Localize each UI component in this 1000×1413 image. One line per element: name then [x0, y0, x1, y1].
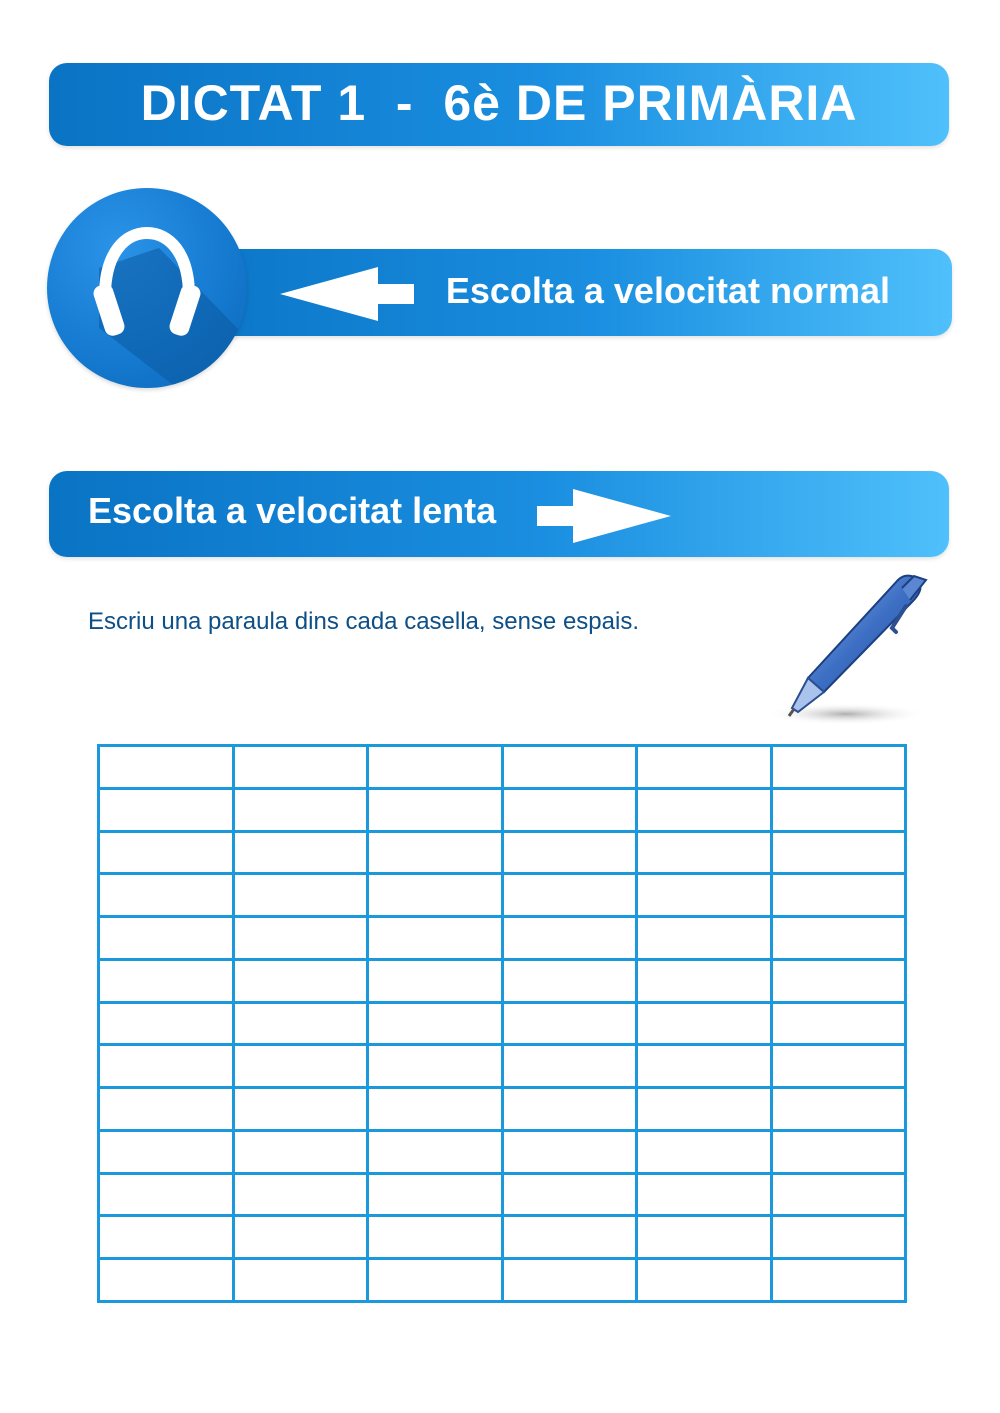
word-input[interactable] — [504, 747, 636, 787]
word-input[interactable] — [773, 790, 905, 830]
grid-cell — [233, 1088, 368, 1131]
grid-cell — [771, 1259, 906, 1302]
grid-cell — [637, 917, 772, 960]
grid-cell — [502, 746, 637, 789]
word-input[interactable] — [369, 1004, 501, 1044]
grid-cell — [368, 831, 503, 874]
grid-cell — [771, 788, 906, 831]
word-input[interactable] — [773, 1046, 905, 1086]
word-input[interactable] — [638, 1046, 770, 1086]
grid-cell — [99, 831, 234, 874]
grid-cell — [637, 831, 772, 874]
grid-row — [99, 1259, 906, 1302]
grid-cell — [233, 917, 368, 960]
word-input[interactable] — [100, 875, 232, 915]
word-input[interactable] — [638, 747, 770, 787]
grid-row — [99, 1173, 906, 1216]
word-input[interactable] — [504, 1175, 636, 1215]
grid-cell — [637, 1088, 772, 1131]
word-input[interactable] — [100, 1004, 232, 1044]
arrow-right-icon — [537, 487, 671, 545]
word-input[interactable] — [235, 790, 367, 830]
play-slow-speed-label: Escolta a velocitat lenta — [88, 490, 497, 531]
word-input[interactable] — [638, 1132, 770, 1172]
word-input[interactable] — [773, 833, 905, 873]
grid-row — [99, 746, 906, 789]
word-input[interactable] — [773, 1132, 905, 1172]
word-input[interactable] — [504, 1089, 636, 1129]
grid-row — [99, 1045, 906, 1088]
grid-cell — [771, 1216, 906, 1259]
grid-cell — [771, 917, 906, 960]
word-input[interactable] — [773, 747, 905, 787]
word-input[interactable] — [235, 1089, 367, 1129]
word-input[interactable] — [369, 1132, 501, 1172]
grid-row — [99, 1130, 906, 1173]
word-input[interactable] — [638, 1175, 770, 1215]
word-input[interactable] — [504, 1260, 636, 1300]
grid-cell — [502, 959, 637, 1002]
grid-cell — [502, 788, 637, 831]
word-input[interactable] — [638, 918, 770, 958]
word-input[interactable] — [504, 1132, 636, 1172]
word-input[interactable] — [504, 875, 636, 915]
grid-cell — [368, 788, 503, 831]
grid-cell — [637, 874, 772, 917]
play-slow-speed-button[interactable] — [49, 471, 949, 557]
grid-cell — [502, 874, 637, 917]
word-input[interactable] — [369, 1260, 501, 1300]
grid-cell — [99, 1002, 234, 1045]
word-input[interactable] — [773, 1004, 905, 1044]
grid-cell — [233, 1002, 368, 1045]
grid-cell — [233, 1173, 368, 1216]
grid-row — [99, 1088, 906, 1131]
word-input[interactable] — [100, 790, 232, 830]
word-input[interactable] — [504, 833, 636, 873]
grid-cell — [233, 788, 368, 831]
grid-cell — [233, 874, 368, 917]
grid-cell — [771, 874, 906, 917]
grid-cell — [771, 1045, 906, 1088]
grid-cell — [368, 1173, 503, 1216]
page-title: DICTAT 1 - 6è DE PRIMÀRIA — [140, 75, 858, 131]
grid-cell — [771, 1088, 906, 1131]
title-banner — [49, 63, 949, 146]
word-input[interactable] — [638, 1004, 770, 1044]
grid-cell — [99, 874, 234, 917]
grid-cell — [233, 831, 368, 874]
word-input[interactable] — [369, 918, 501, 958]
word-input[interactable] — [235, 833, 367, 873]
headphones-icon — [47, 188, 247, 388]
word-input[interactable] — [100, 1260, 232, 1300]
grid-cell — [99, 1088, 234, 1131]
word-input[interactable] — [504, 961, 636, 1001]
word-input[interactable] — [773, 1089, 905, 1129]
grid-cell — [368, 746, 503, 789]
word-input[interactable] — [638, 875, 770, 915]
grid-cell — [502, 1002, 637, 1045]
word-input[interactable] — [504, 1046, 636, 1086]
grid-cell — [771, 1002, 906, 1045]
grid-cell — [368, 1216, 503, 1259]
word-input[interactable] — [504, 790, 636, 830]
word-input[interactable] — [100, 1046, 232, 1086]
word-input[interactable] — [235, 961, 367, 1001]
grid-cell — [99, 959, 234, 1002]
grid-row — [99, 874, 906, 917]
grid-cell — [771, 831, 906, 874]
word-input[interactable] — [100, 833, 232, 873]
grid-cell — [771, 1173, 906, 1216]
word-input[interactable] — [773, 1175, 905, 1215]
answer-grid — [97, 744, 907, 1303]
word-input[interactable] — [100, 961, 232, 1001]
grid-cell — [99, 1045, 234, 1088]
grid-cell — [99, 917, 234, 960]
grid-cell — [368, 1045, 503, 1088]
word-input[interactable] — [504, 1217, 636, 1257]
grid-cell — [368, 1259, 503, 1302]
arrow-left-icon — [280, 265, 414, 323]
grid-cell — [99, 1173, 234, 1216]
play-normal-speed-label: Escolta a velocitat normal — [445, 270, 890, 311]
grid-cell — [233, 746, 368, 789]
grid-cell — [637, 959, 772, 1002]
grid-cell — [233, 1259, 368, 1302]
word-input[interactable] — [773, 875, 905, 915]
grid-cell — [233, 959, 368, 1002]
grid-cell — [502, 1045, 637, 1088]
grid-cell — [637, 1173, 772, 1216]
word-input[interactable] — [638, 833, 770, 873]
grid-cell — [637, 1216, 772, 1259]
grid-cell — [368, 959, 503, 1002]
word-input[interactable] — [235, 1217, 367, 1257]
grid-cell — [368, 917, 503, 960]
grid-cell — [99, 1259, 234, 1302]
grid-cell — [502, 831, 637, 874]
word-input[interactable] — [235, 747, 367, 787]
instruction-text: Escriu una paraula dins cada casella, sense espais. — [88, 608, 639, 635]
word-input[interactable] — [100, 747, 232, 787]
word-input[interactable] — [773, 918, 905, 958]
headphones-play-button[interactable] — [47, 188, 247, 388]
grid-cell — [502, 1088, 637, 1131]
pen-icon — [756, 566, 931, 731]
grid-row — [99, 1002, 906, 1045]
word-input[interactable] — [638, 1260, 770, 1300]
grid-cell — [368, 1002, 503, 1045]
grid-cell — [637, 1045, 772, 1088]
word-input[interactable] — [100, 1175, 232, 1215]
grid-cell — [368, 874, 503, 917]
word-input[interactable] — [100, 918, 232, 958]
grid-cell — [771, 746, 906, 789]
word-input[interactable] — [100, 1217, 232, 1257]
grid-cell — [233, 1130, 368, 1173]
grid-cell — [99, 1130, 234, 1173]
word-input[interactable] — [235, 1260, 367, 1300]
grid-cell — [99, 746, 234, 789]
word-input[interactable] — [369, 961, 501, 1001]
word-input[interactable] — [235, 918, 367, 958]
word-input[interactable] — [638, 790, 770, 830]
word-input[interactable] — [638, 1217, 770, 1257]
grid-cell — [637, 1130, 772, 1173]
grid-row — [99, 917, 906, 960]
word-input[interactable] — [369, 1089, 501, 1129]
grid-cell — [502, 1259, 637, 1302]
grid-cell — [502, 1173, 637, 1216]
grid-cell — [368, 1088, 503, 1131]
grid-cell — [637, 746, 772, 789]
grid-cell — [771, 1130, 906, 1173]
word-input[interactable] — [638, 1089, 770, 1129]
word-input[interactable] — [235, 1132, 367, 1172]
word-input[interactable] — [235, 1175, 367, 1215]
word-input[interactable] — [369, 875, 501, 915]
grid-cell — [99, 788, 234, 831]
grid-row — [99, 831, 906, 874]
grid-cell — [637, 1002, 772, 1045]
grid-row — [99, 788, 906, 831]
word-input[interactable] — [773, 1260, 905, 1300]
word-input[interactable] — [773, 1217, 905, 1257]
grid-cell — [637, 1259, 772, 1302]
grid-cell — [502, 1216, 637, 1259]
word-input[interactable] — [369, 747, 501, 787]
word-input[interactable] — [638, 961, 770, 1001]
play-normal-speed-button[interactable] — [150, 249, 952, 336]
grid-cell — [771, 959, 906, 1002]
grid-cell — [233, 1216, 368, 1259]
word-input[interactable] — [100, 1132, 232, 1172]
word-input[interactable] — [504, 1004, 636, 1044]
word-input[interactable] — [235, 1004, 367, 1044]
word-input[interactable] — [369, 1046, 501, 1086]
grid-cell — [233, 1045, 368, 1088]
word-input[interactable] — [773, 961, 905, 1001]
word-input[interactable] — [504, 918, 636, 958]
grid-cell — [502, 917, 637, 960]
word-input[interactable] — [235, 1046, 367, 1086]
word-input[interactable] — [369, 1175, 501, 1215]
word-input[interactable] — [369, 1217, 501, 1257]
grid-row — [99, 1216, 906, 1259]
word-input[interactable] — [235, 875, 367, 915]
grid-cell — [502, 1130, 637, 1173]
grid-cell — [99, 1216, 234, 1259]
grid-cell — [368, 1130, 503, 1173]
word-input[interactable] — [100, 1089, 232, 1129]
word-input[interactable] — [369, 833, 501, 873]
word-input[interactable] — [369, 790, 501, 830]
grid-row — [99, 959, 906, 1002]
grid-cell — [637, 788, 772, 831]
